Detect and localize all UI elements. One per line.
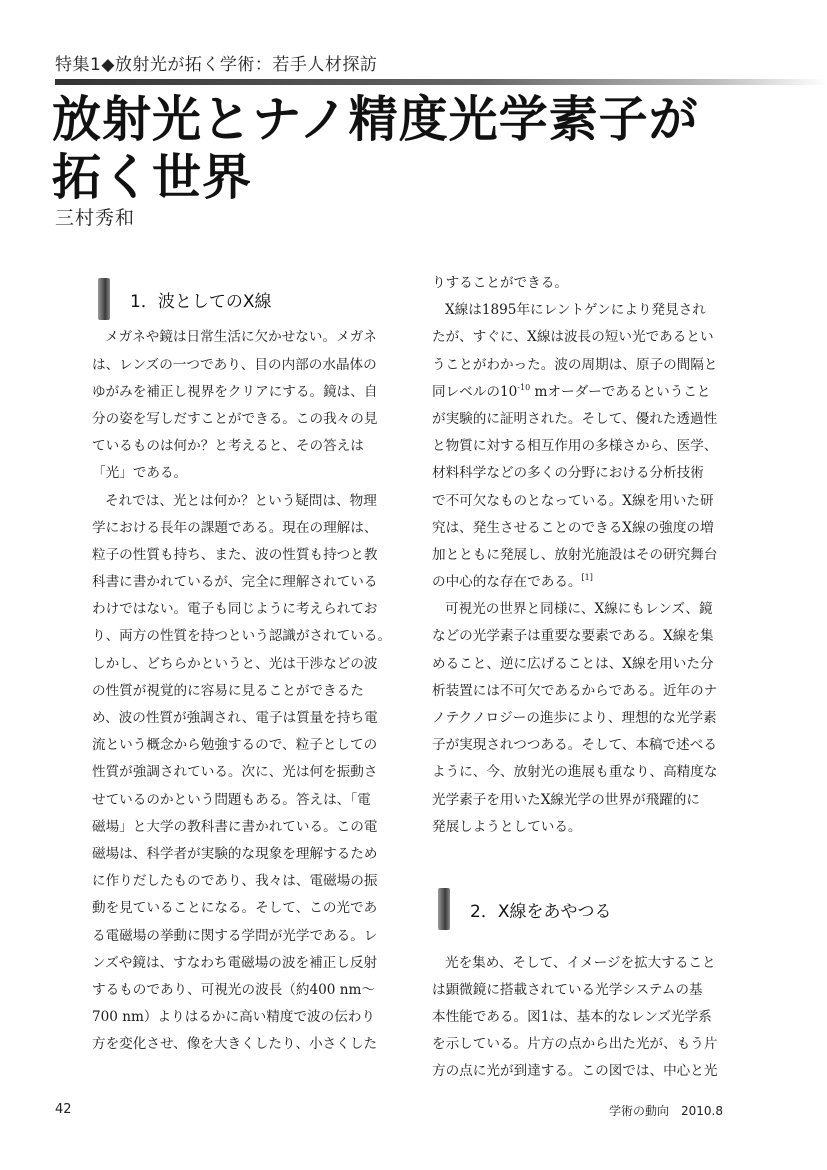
kicker: 特集1◆放射光が拓く学術：若手人材探訪 xyxy=(55,55,378,75)
body-line: 光を集め、そして、イメージを拡大すること xyxy=(445,954,716,971)
section-heading-1 xyxy=(92,270,392,324)
body-line: と物質に対する相互作用の多様さから、医学、 xyxy=(432,438,718,455)
body-line: メガネや鏡は日常生活に欠かせない。メガネ xyxy=(105,329,377,346)
body-line: ているものは何か？と考えると、その答えは xyxy=(92,438,364,455)
body-line-exponent xyxy=(432,379,732,406)
body-line: る電磁場の挙動に関する学問が光学である。レ xyxy=(92,927,378,944)
section-heading-2-text: 2．X線をあやつる xyxy=(470,902,612,923)
body-line: を示している。片方の点から出た光が、もう片 xyxy=(432,1036,718,1053)
title-rule xyxy=(55,79,827,85)
body-line: ゆがみを補正し視界をクリアにする。鏡は、自 xyxy=(92,383,378,400)
body-line: 子が実現されつつある。そして、本稿で述べる xyxy=(432,737,717,754)
column-right xyxy=(432,270,732,1086)
heading-bar-icon xyxy=(98,278,110,320)
section-heading-2 xyxy=(432,868,732,950)
body-line: りすることができる。 xyxy=(432,275,568,291)
body-line: 析装置には不可欠であるからである。近年のナ xyxy=(432,682,718,699)
body-line: 加とともに発展し、放射光施設はその研究舞台 xyxy=(432,546,718,563)
body-line: 性質が強調されている。次に、光は何を振動さ xyxy=(92,764,378,781)
body-line: 究は、発生させることのできるX線の強度の増 xyxy=(432,519,714,536)
body-line: ように、今、放射光の進展も重なり、高精度な xyxy=(432,764,718,781)
body-line: 材料科学などの多くの分野における分析技術 xyxy=(432,465,704,482)
body-line: の性質が視覚的に容易に見ることができるた xyxy=(92,682,364,699)
body-line: 流という概念から勉強するので、粒子としての xyxy=(92,737,378,754)
section-spacer xyxy=(432,841,732,868)
body-line: めること、逆に広げることは、X線を用いた分 xyxy=(432,655,714,672)
body-line: などの光学素子は重要な要素である。X線を集 xyxy=(432,628,714,645)
body-line: それでは、光とは何か？という疑問は、物理 xyxy=(105,492,377,509)
article-title xyxy=(52,90,699,206)
body-line: は顕微鏡に搭載されている光学システムの基 xyxy=(432,981,703,998)
body-line: 磁場は、科学者が実験的な現象を理解するため xyxy=(92,845,378,862)
body-line: 磁場」と大学の教科書に書かれている。この電 xyxy=(92,818,378,835)
journal-footer: 学術の動向 2010.8 xyxy=(609,1104,723,1118)
title-line-2: 拓く世界 xyxy=(52,148,253,206)
body-line: 分の姿を写しだすことができる。この我々の見 xyxy=(92,410,378,427)
body-line: 本性能である。図1は、基本的なレンズ光学系 xyxy=(432,1009,712,1026)
body-line: 発展しようとしている。 xyxy=(432,818,582,835)
body-line: うことがわかった。波の周期は、原子の間隔と xyxy=(432,356,718,373)
body-line: 粒子の性質も持ち、また、波の性質も持つと教 xyxy=(92,546,378,563)
body-line: たが、すぐに、X線は波長の短い光であるとい xyxy=(432,329,714,346)
body-line-reference xyxy=(432,569,732,596)
heading-bar-icon xyxy=(438,888,450,930)
body-line: 可視光の世界と同様に、X線にもレンズ、鏡 xyxy=(445,601,713,618)
body-line: は、レンズの一つであり、目の内部の水晶体の xyxy=(92,356,377,373)
body-line: め、波の性質が強調され、電子は質量を持ち電 xyxy=(92,710,378,727)
column-left xyxy=(92,270,392,1058)
body-line: ンズや鏡は、すなわち電磁場の波を補正し反射 xyxy=(92,954,378,971)
reference-marker: [1] xyxy=(581,573,593,583)
body-line: 700 nm）よりはるかに高い精度で波の伝わり xyxy=(92,1009,376,1026)
exponent-sup: -10 xyxy=(517,382,531,392)
body-line: X線は1895年にレントゲンにより発見され xyxy=(445,302,706,319)
page-number: 42 xyxy=(55,1102,72,1117)
exponent-base: 同レベルの10 xyxy=(432,383,518,400)
body-line: 方を変化させ、像を大きくしたり、小さくした xyxy=(92,1036,378,1053)
body-line: しかし、どちらかというと、光は干渉などの波 xyxy=(92,655,378,672)
body-line: せているのかという問題もある。答えは、「電 xyxy=(92,791,371,808)
body-line: が実験的に証明された。そして、優れた透過性 xyxy=(432,410,718,427)
reference-text: の中心的な存在である。 xyxy=(432,574,582,591)
exponent-rest: mオーダーであるということ xyxy=(530,383,711,400)
body-line: 光学素子を用いたX線光学の世界が飛躍的に xyxy=(432,791,700,808)
body-line: 「光」である。 xyxy=(92,465,188,482)
body-line: わけではない。電子も同じように考えられてお xyxy=(92,601,378,618)
body-line: り、両方の性質を持つという認識がされている。 xyxy=(92,628,392,645)
body-line: で不可欠なものとなっている。X線を用いた研 xyxy=(432,492,714,509)
body-line: 動を見ていることになる。そして、この光であ xyxy=(92,900,378,917)
body-line: 学における長年の課題である。現在の理解は、 xyxy=(92,519,378,536)
body-line: するものであり、可視光の波長（約400 nm～ xyxy=(92,981,376,998)
body-line: 方の点に光が到達する。この図では、中心と光 xyxy=(432,1063,718,1080)
body-line: に作りだしたものであり、我々は、電磁場の振 xyxy=(92,873,378,890)
body-line: ノテクノロジーの進歩により、理想的な光学素 xyxy=(432,710,717,726)
section-heading-1-text: 1．波としてのX線 xyxy=(130,292,272,312)
title-line-1: 放射光とナノ精度光学素子が xyxy=(52,90,699,148)
body-line: 科書に書かれているが、完全に理解されている xyxy=(92,574,378,591)
author: 三村秀和 xyxy=(55,207,136,229)
